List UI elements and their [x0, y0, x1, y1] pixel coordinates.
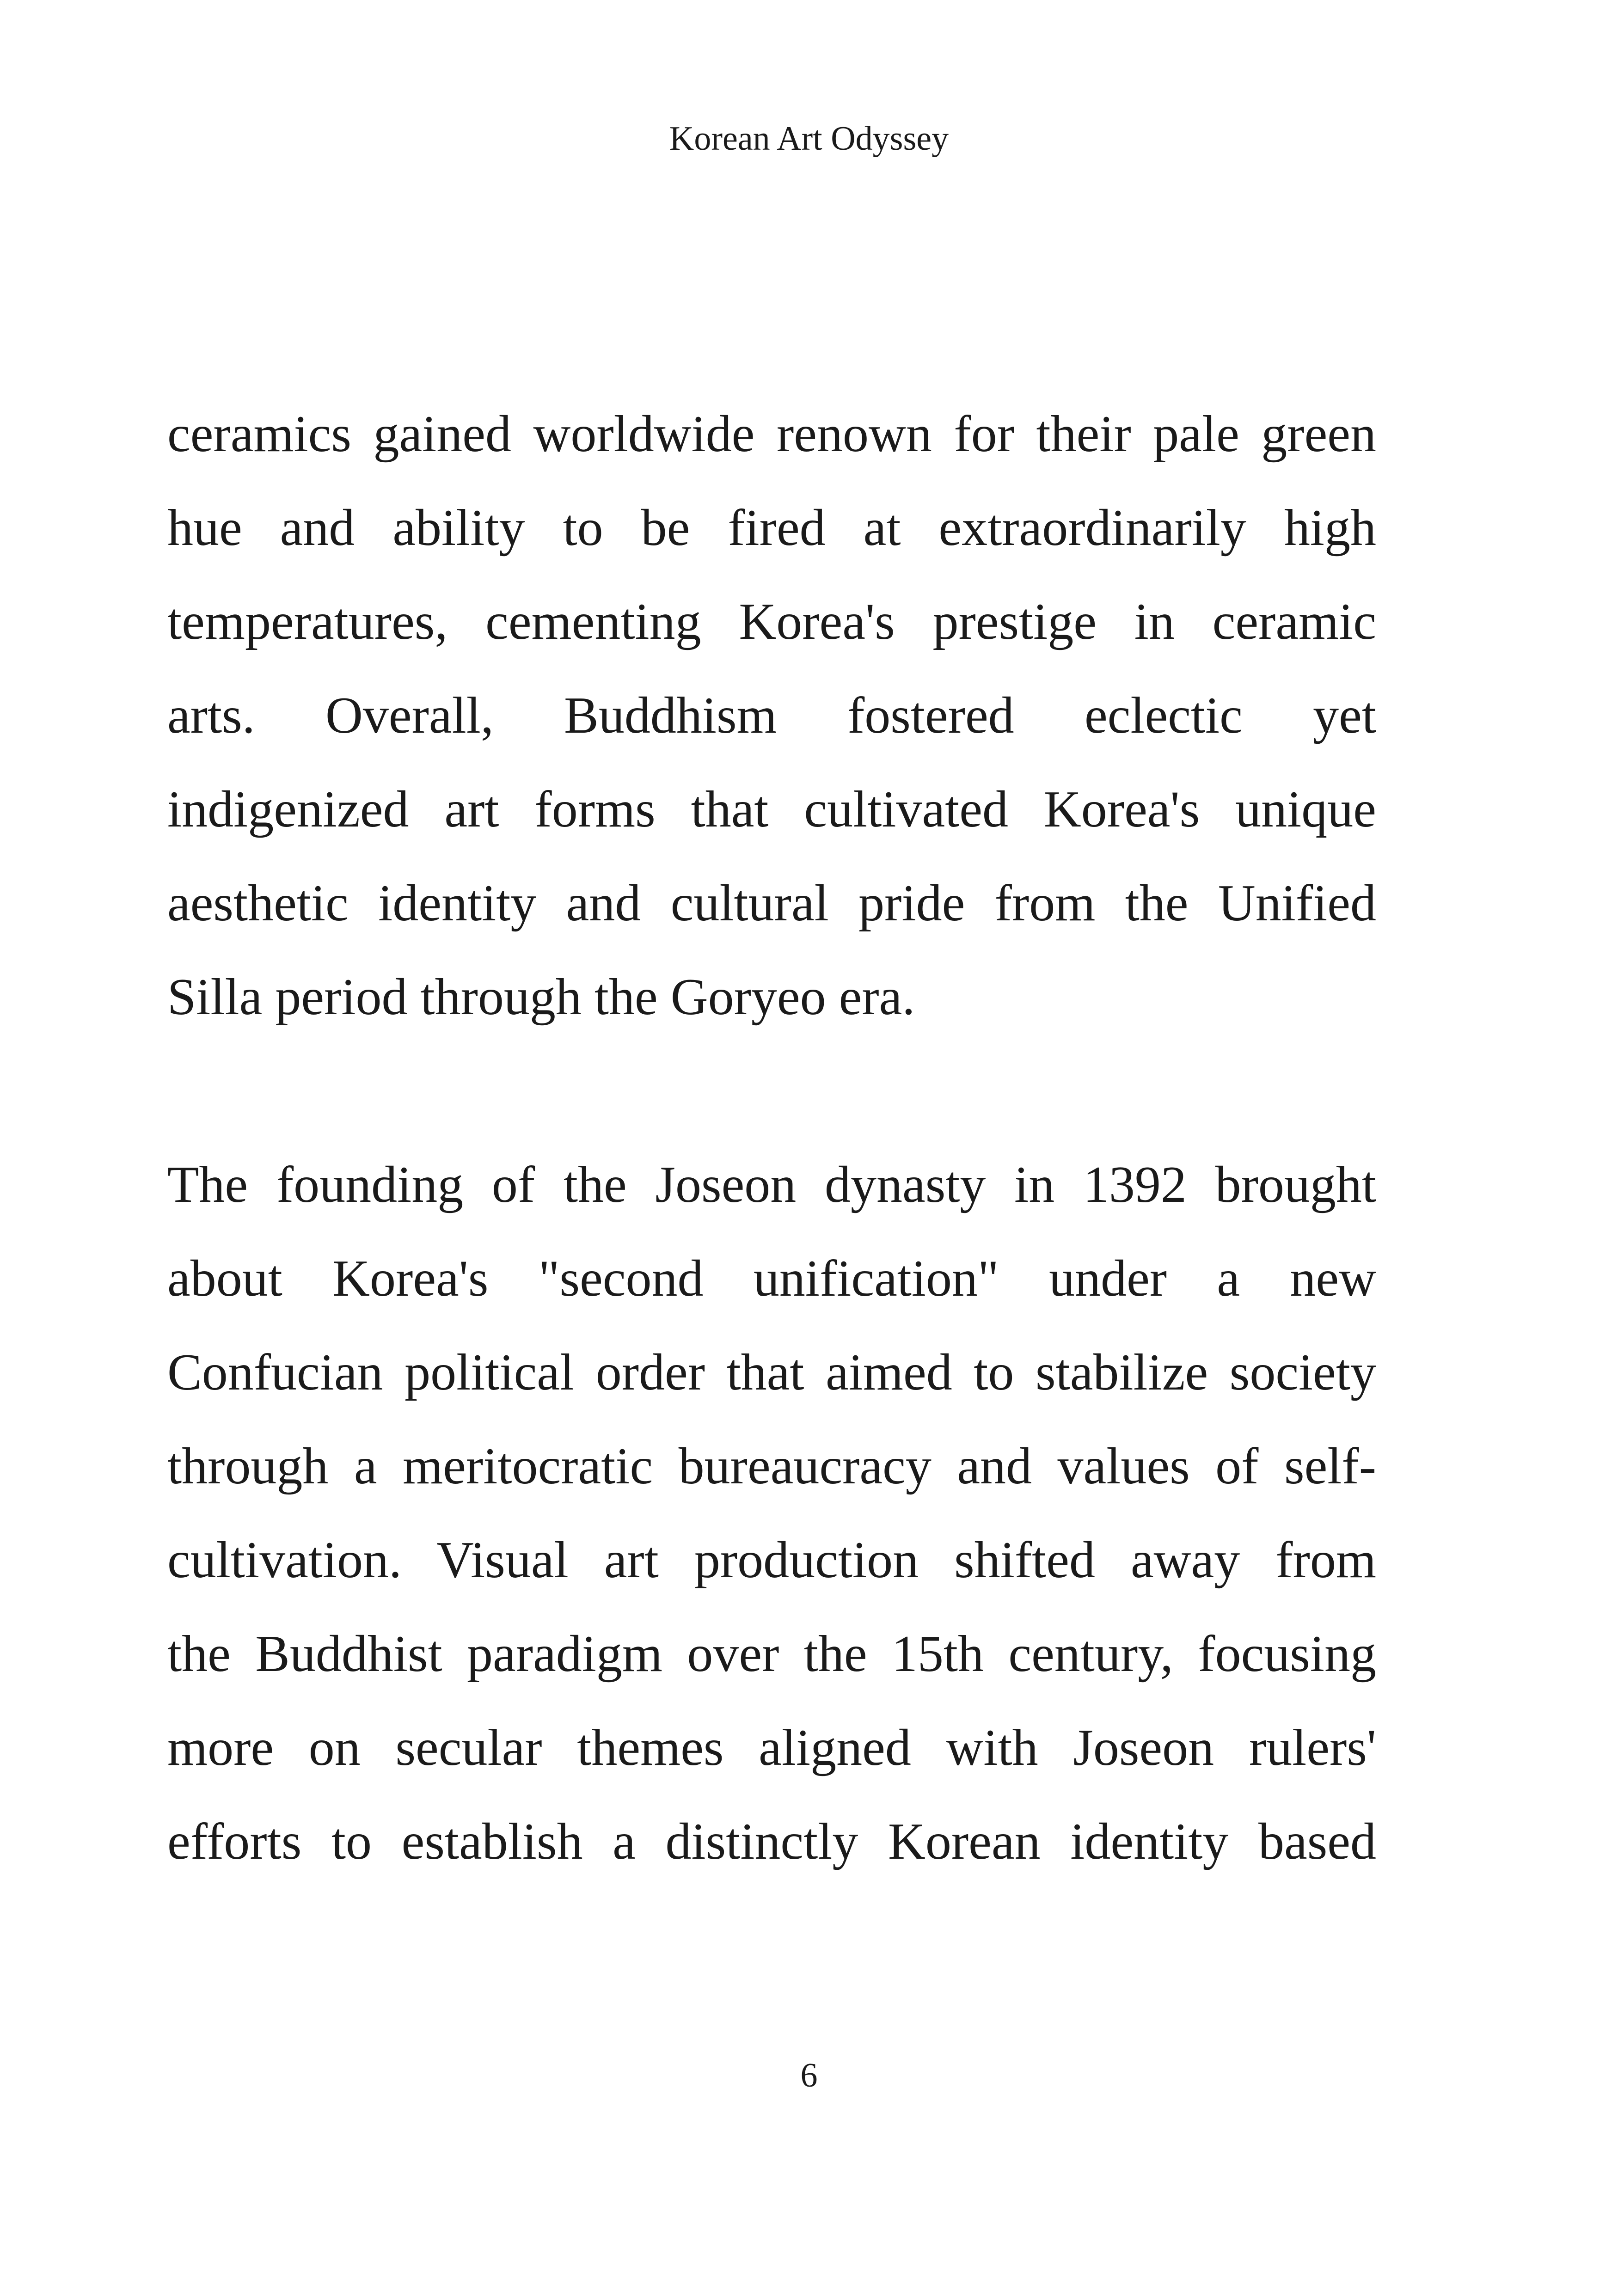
text-line: hue and ability to be fired at extraordinarily high [167, 499, 1376, 557]
text-line: more on secular themes aligned with Joseon rulers' [167, 1719, 1376, 1776]
text-line: about Korea's "second unification" under a new [167, 1250, 1376, 1307]
body-text [167, 387, 1376, 1889]
text-line: cultivation. Visual art production shifted away from [167, 1531, 1376, 1589]
page-number: 6 [800, 2057, 818, 2094]
text-line: aesthetic identity and cultural pride from the Unified [167, 875, 1376, 932]
text-line: indigenized art forms that cultivated Korea's unique [167, 781, 1376, 838]
text-line: arts. Overall, Buddhism fostered eclectic yet [167, 687, 1376, 744]
text-line: efforts to establish a distinctly Korean identity based [167, 1813, 1376, 1870]
text-line: temperatures, cementing Korea's prestige in ceramic [167, 593, 1376, 650]
text-line: through a meritocratic bureaucracy and values of self- [167, 1438, 1376, 1495]
text-line: Confucian political order that aimed to stabilize society [167, 1344, 1376, 1401]
text-line: The founding of the Joseon dynasty in 1392 brought [167, 1156, 1376, 1213]
text-line: the Buddhist paradigm over the 15th century, focusing [167, 1625, 1376, 1683]
text-line: Silla period through the Goryeo era. [167, 968, 915, 1026]
paragraph [167, 387, 1376, 1044]
paragraph [167, 1138, 1376, 1889]
paragraph-spacer [167, 1044, 1376, 1138]
running-header-title: Korean Art Odyssey [669, 120, 949, 158]
text-line: ceramics gained worldwide renown for their pale green [167, 405, 1376, 463]
